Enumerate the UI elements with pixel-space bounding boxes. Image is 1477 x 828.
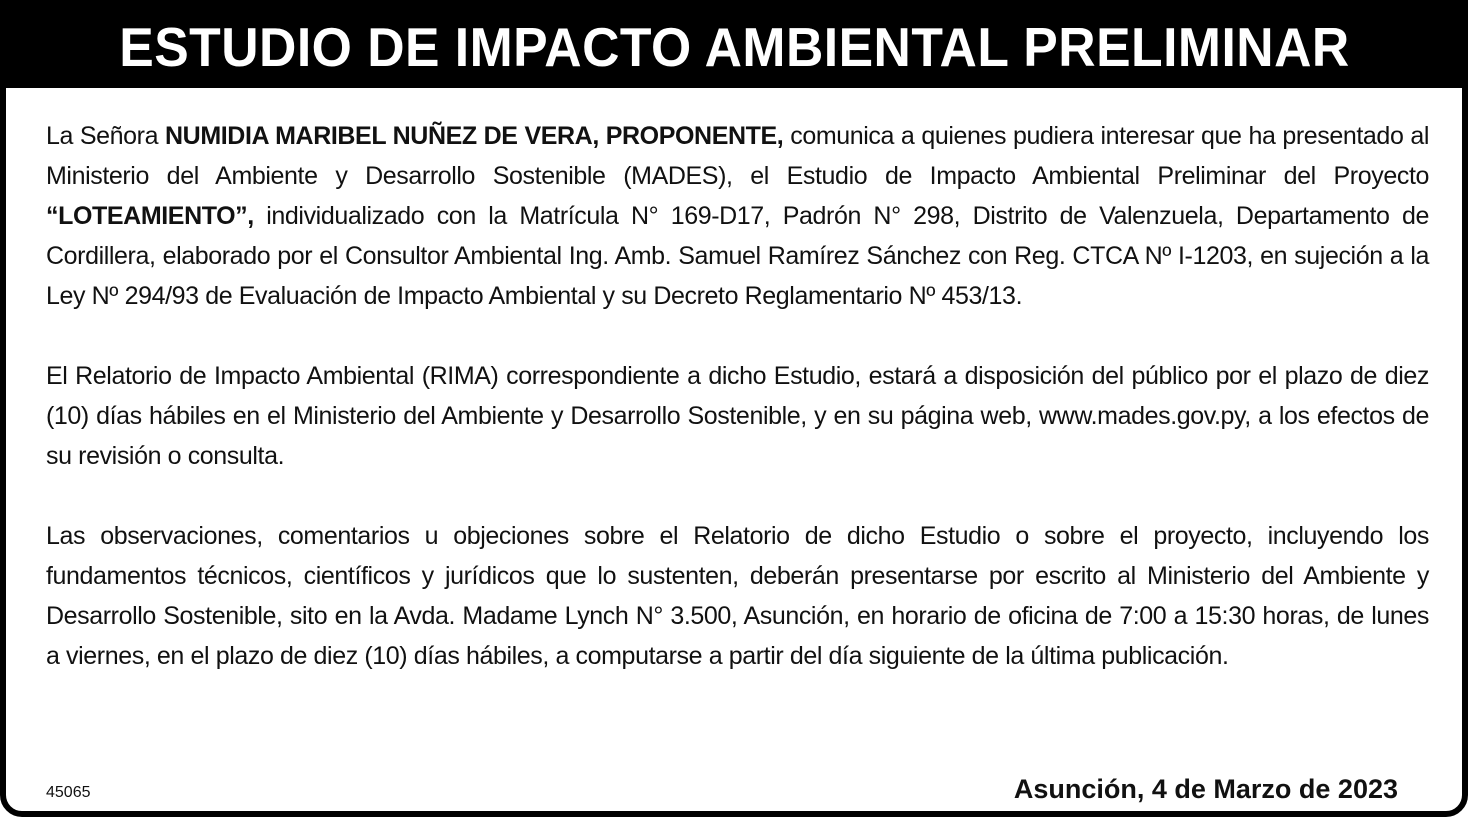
paragraph-observations: Las observaciones, comentarios u objeciones sobre el Relatorio de dicho Estudio o sobre el proyecto, incluyendo los fundamentos técnicos, científicos y jurídicos que lo sustenten, deberán presentarse por escrito al Ministerio del Ambiente y Desarrollo Sostenible, sito en la Avda. Madame Lynch N° 3.500, Asunción, en horario de oficina de 7:00 a 15:30 horas, de lunes a viernes, en el plazo de diez (10) días hábiles, a computarse a partir del día siguiente de la última publicación. bbox=[46, 522, 1429, 670]
proponent-name: NUMIDIA MARIBEL NUÑEZ DE VERA, PROPONENTE, bbox=[165, 122, 784, 150]
notice-title: ESTUDIO DE IMPACTO AMBIENTAL PRELIMINAR bbox=[118, 16, 1350, 78]
p1-text-1: La Señora bbox=[46, 122, 166, 150]
paragraph-rima: El Relatorio de Impacto Ambiental (RIMA) correspondiente a dicho Estudio, estará a disposición del público por el plazo de diez (10) días hábiles en el Ministerio del Ambiente y Desarrollo Sostenible, y en su página web, www.mades.gov.py, a los efectos de su revisión o consulta. bbox=[46, 362, 1429, 470]
paragraph-proponent bbox=[46, 116, 1429, 316]
reference-number: 45065 bbox=[46, 784, 91, 801]
notice-body bbox=[46, 116, 1429, 716]
title-banner bbox=[6, 6, 1462, 88]
p1-text-2: comunica a quienes pudiera interesar que ha presentado al Ministerio del Ambiente y Desarrollo Sostenible (MADES), el Estudio de Impacto Ambiental Preliminar del Proyecto bbox=[46, 122, 1429, 190]
p1-text-3: individualizado con la Matrícula N° 169-D17, Padrón N° 298, Distrito de Valenzuela, Departamento de Cordillera, elaborado por el Consultor Ambiental Ing. Amb. Samuel Ramírez Sánchez con Reg. CTCA Nº I-1203, en sujeción a la Ley Nº 294/93 de Evaluación de Impacto Ambiental y su Decreto Reglamentario Nº 453/13. bbox=[46, 202, 1429, 310]
project-name: “LOTEAMIENTO”, bbox=[46, 202, 254, 230]
date-line: Asunción, 4 de Marzo de 2023 bbox=[1013, 774, 1398, 804]
